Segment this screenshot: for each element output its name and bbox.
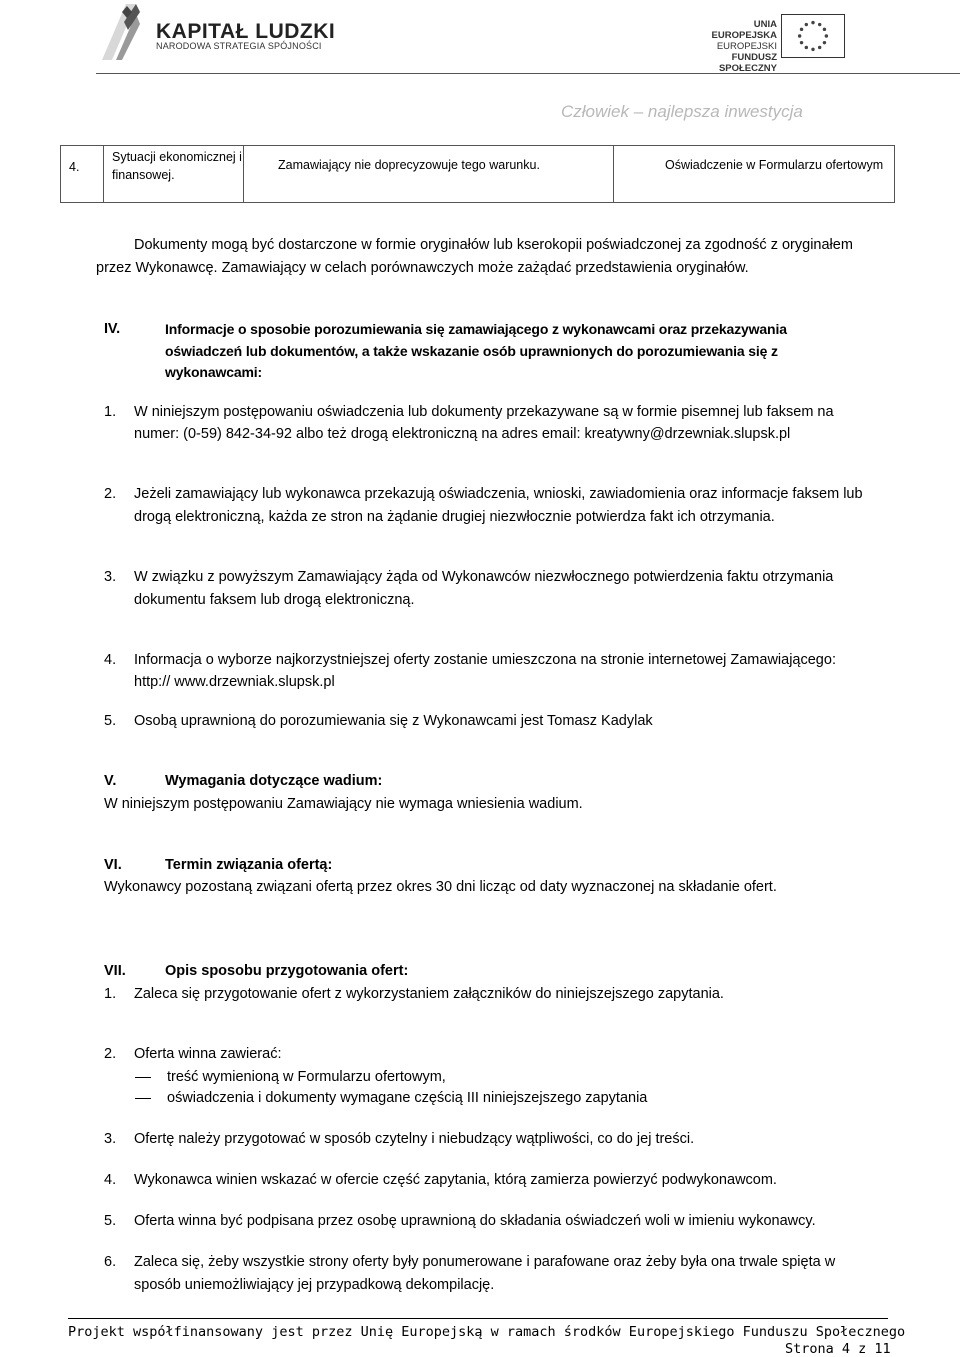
section-7-title: Opis sposobu przygotowania ofert: [165, 963, 409, 979]
bullet-dash [135, 1077, 151, 1078]
s7-item-6-line-2: sposób uniemożliwiający jej przypadkową dekompilację. [134, 1277, 495, 1293]
table-cell-proof [614, 146, 894, 202]
table-condition-line-1: Sytuacji ekonomicznej i [112, 150, 242, 164]
conditions-table [60, 145, 895, 203]
s4-item-2-line-1: Jeżeli zamawiający lub wykonawca przekazują oświadczenia, wnioski, zawiadomienia oraz informacje faksem lub [134, 486, 863, 502]
eu-line-1: UNIA EUROPEJSKA [711, 19, 777, 41]
s7-item-2-bullet-1: treść wymienioną w Formularzu ofertowym, [167, 1069, 446, 1085]
s7-item-6-number: 6. [104, 1254, 117, 1270]
s7-item-5-line-1: Oferta winna być podpisana przez osobę uprawnioną do składania oświadczeń woli w imieniu wykonawcy. [134, 1213, 816, 1229]
s7-item-2-bullet-2: oświadczenia i dokumenty wymagane częścią III niniejszejszego zapytania [167, 1090, 648, 1106]
kapital-ludzki-title: KAPITAŁ LUDZKI [156, 20, 336, 43]
section-5-title: Wymagania dotyczące wadium: [165, 773, 383, 789]
table-cell-condition [104, 146, 244, 202]
s4-item-2-number: 2. [104, 486, 117, 502]
intro-line-1: Dokumenty mogą być dostarczone w formie oryginałów lub kserokopii poświadczonej za zgodność z oryginałem [134, 237, 853, 253]
s7-item-4-number: 4. [104, 1172, 117, 1188]
footer-text: Projekt współfinansowany jest przez Unię Europejską w ramach środków Europejskiego Funduszu Społecznego [68, 1324, 906, 1340]
table-proof: Oświadczenie w Formularzu ofertowym [665, 158, 884, 172]
header-divider [96, 73, 960, 74]
s4-item-3-line-2: dokumentu faksem lub drogą elektroniczną. [134, 592, 415, 608]
section-6-number: VI. [104, 857, 122, 873]
section-4-title-line-3: wykonawcami: [165, 364, 263, 380]
footer-divider [68, 1318, 888, 1319]
section-6-text: Wykonawcy pozostaną związani ofertą przez okres 30 dni licząc od daty wyznaczonej na składanie ofert. [104, 879, 777, 895]
s4-item-1-line-2: numer: (0-59) 842-34-92 albo też drogą elektroniczną na adres email: kreatywny@drzewniak.slupsk.pl [134, 426, 791, 442]
s7-item-2-number: 2. [104, 1046, 117, 1062]
s7-item-5-number: 5. [104, 1213, 117, 1229]
intro-line-2: przez Wykonawcę. Zamawiający w celach porównawczych może zażądać przedstawienia oryginałów. [96, 260, 749, 276]
section-4-number: IV. [104, 321, 120, 337]
section-5-number: V. [104, 773, 117, 789]
s4-item-4-number: 4. [104, 652, 117, 668]
section-4-title-line-2: oświadczeń lub dokumentów, a także wskazanie osób uprawnionych do porozumiewania się z [165, 343, 778, 359]
s7-item-2-line-1: Oferta winna zawierać: [134, 1046, 282, 1062]
table-description: Zamawiający nie doprecyzowuje tego warunku. [278, 158, 540, 172]
s7-item-6-line-1: Zaleca się, żeby wszystkie strony oferty były ponumerowane i parafowane oraz żeby była ona trwale spięta w [134, 1254, 836, 1270]
s4-item-1-line-1: W niniejszym postępowaniu oświadczenia lub dokumenty przekazywane są w formie pisemnej lub faksem na [134, 404, 834, 420]
table-number: 4. [69, 160, 80, 174]
table-cell-number [61, 146, 104, 202]
s4-item-5-number: 5. [104, 713, 117, 729]
s7-item-1-line-1: Zaleca się przygotowanie ofert z wykorzystaniem załączników do niniejszejszego zapytania. [134, 986, 724, 1002]
section-4-title-line-1: Informacje o sposobie porozumiewania się zamawiającego z wykonawcami oraz przekazywania [165, 321, 787, 337]
eu-flag-icon [781, 14, 845, 58]
bullet-dash [135, 1098, 151, 1099]
slogan: Człowiek – najlepsza inwestycja [561, 102, 803, 121]
page-number: Strona 4 z 11 [785, 1341, 891, 1357]
eu-line-3: FUNDUSZ SPOŁECZNY [718, 52, 777, 74]
s4-item-1-number: 1. [104, 404, 117, 420]
s7-item-4-line-1: Wykonawca winien wskazać w ofercie część zapytania, którą zamierza powierzyć podwykonawcom. [134, 1172, 777, 1188]
s4-item-5-line-1: Osobą uprawnioną do porozumiewania się z Wykonawcami jest Tomasz Kadylak [134, 713, 653, 729]
table-condition-line-2: finansowej. [112, 168, 175, 182]
s4-item-2-line-2: drogą elektroniczną, każda ze stron na żądanie drugiej niezwłocznie potwierdza fakt ich otrzymania. [134, 509, 775, 525]
s4-item-4-line-2: http:// www.drzewniak.slupsk.pl [134, 674, 335, 690]
s4-item-4-line-1: Informacja o wyborze najkorzystniejszej oferty zostanie umieszczona na stronie internetowej Zamawiającego: [134, 652, 836, 668]
eu-logo-text [687, 19, 777, 74]
s4-item-3-number: 3. [104, 569, 117, 585]
s7-item-3-number: 3. [104, 1131, 117, 1147]
table-cell-description [244, 146, 614, 202]
kapital-ludzki-logo-icon [96, 2, 158, 64]
section-5-text: W niniejszym postępowaniu Zamawiający nie wymaga wniesienia wadium. [104, 796, 583, 812]
s4-item-3-line-1: W związku z powyższym Zamawiający żąda od Wykonawców niezwłocznego potwierdzenia faktu otrzymania [134, 569, 834, 585]
section-6-title: Termin związania ofertą: [165, 857, 333, 873]
kapital-ludzki-subtitle: NARODOWA STRATEGIA SPÓJNOŚCI [156, 41, 322, 51]
eu-line-2: EUROPEJSKI [716, 41, 777, 52]
s7-item-1-number: 1. [104, 986, 117, 1002]
section-7-number: VII. [104, 963, 126, 979]
s7-item-3-line-1: Ofertę należy przygotować w sposób czytelny i niebudzący wątpliwości, co do jej treści. [134, 1131, 695, 1147]
